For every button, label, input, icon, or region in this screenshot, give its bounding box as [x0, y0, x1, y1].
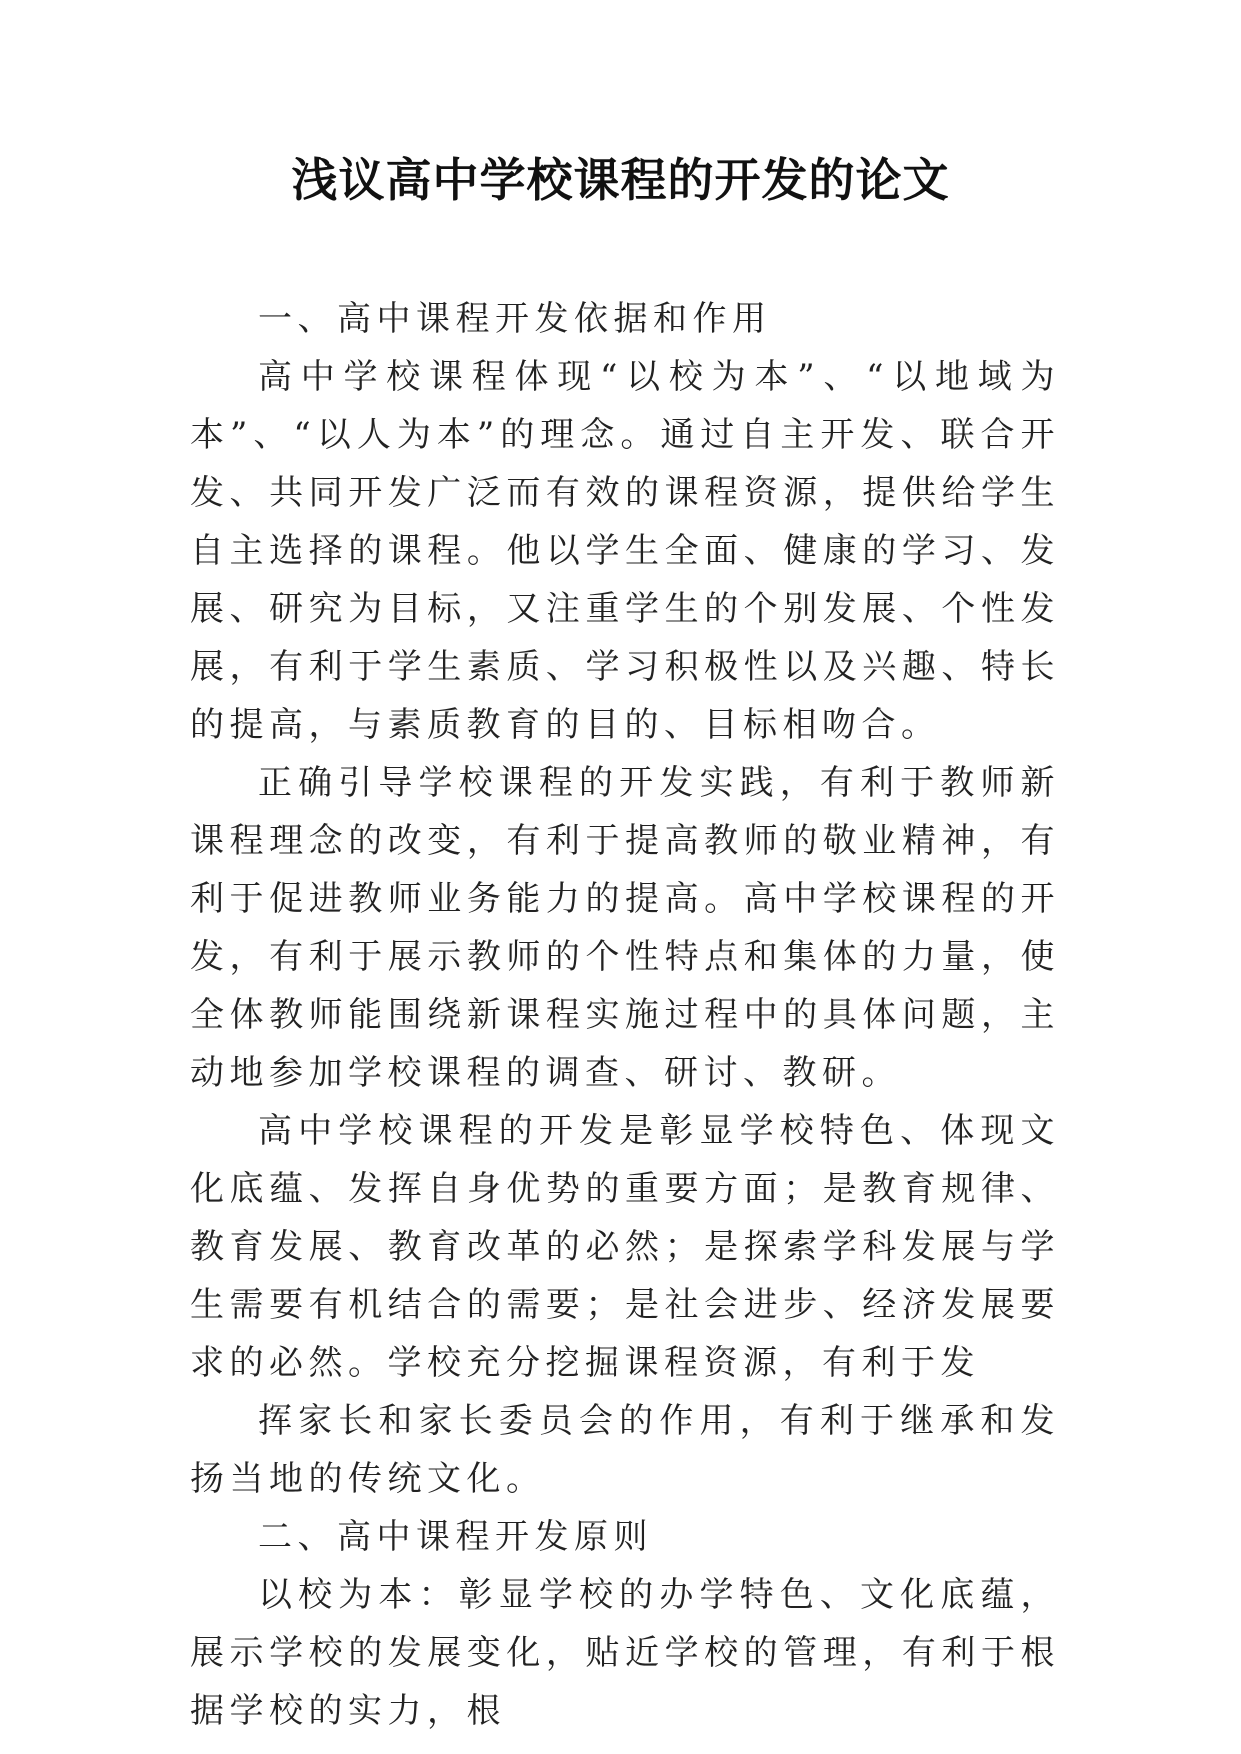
- body-paragraph: 正确引导学校课程的开发实践，有利于教师新课程理念的改变，有利于提高教师的敬业精神，有利于促进教师业务能力的提高。高中学校课程的开发，有利于展示教师的个性特点和集体的力量，使全体教师能围绕新课程实施过程中的具体问题，主动地参加学校课程的调查、研讨、教研。: [190, 763, 1060, 1093]
- document-title: 浅议高中学校课程的开发的论文: [291, 153, 950, 207]
- document-body: [190, 290, 1060, 1740]
- body-paragraph: 挥家长和家长委员会的作用，有利于继承和发扬当地的传统文化。: [190, 1401, 1060, 1499]
- section-heading: 一、高中课程开发依据和作用: [258, 299, 772, 339]
- body-paragraph: 以校为本：彰显学校的办学特色、文化底蕴，展示学校的发展变化，贴近学校的管理，有利于根据学校的实力，根: [190, 1575, 1060, 1731]
- section-heading: 二、高中课程开发原则: [258, 1517, 653, 1557]
- body-paragraph: 高中学校课程体现“以校为本”、“以地域为本”、“以人为本”的理念。通过自主开发、联合开发、共同开发广泛而有效的课程资源，提供给学生自主选择的课程。他以学生全面、健康的学习、发展、研究为目标，又注重学生的个别发展、个性发展，有利于学生素质、学习积极性以及兴趣、特长的提高，与素质教育的目的、目标相吻合。: [190, 357, 1060, 745]
- body-paragraph: 高中学校课程的开发是彰显学校特色、体现文化底蕴、发挥自身优势的重要方面；是教育规律、教育发展、教育改革的必然；是探索学科发展与学生需要有机结合的需要；是社会进步、经济发展要求的必然。学校充分挖掘课程资源，有利于发: [190, 1111, 1060, 1383]
